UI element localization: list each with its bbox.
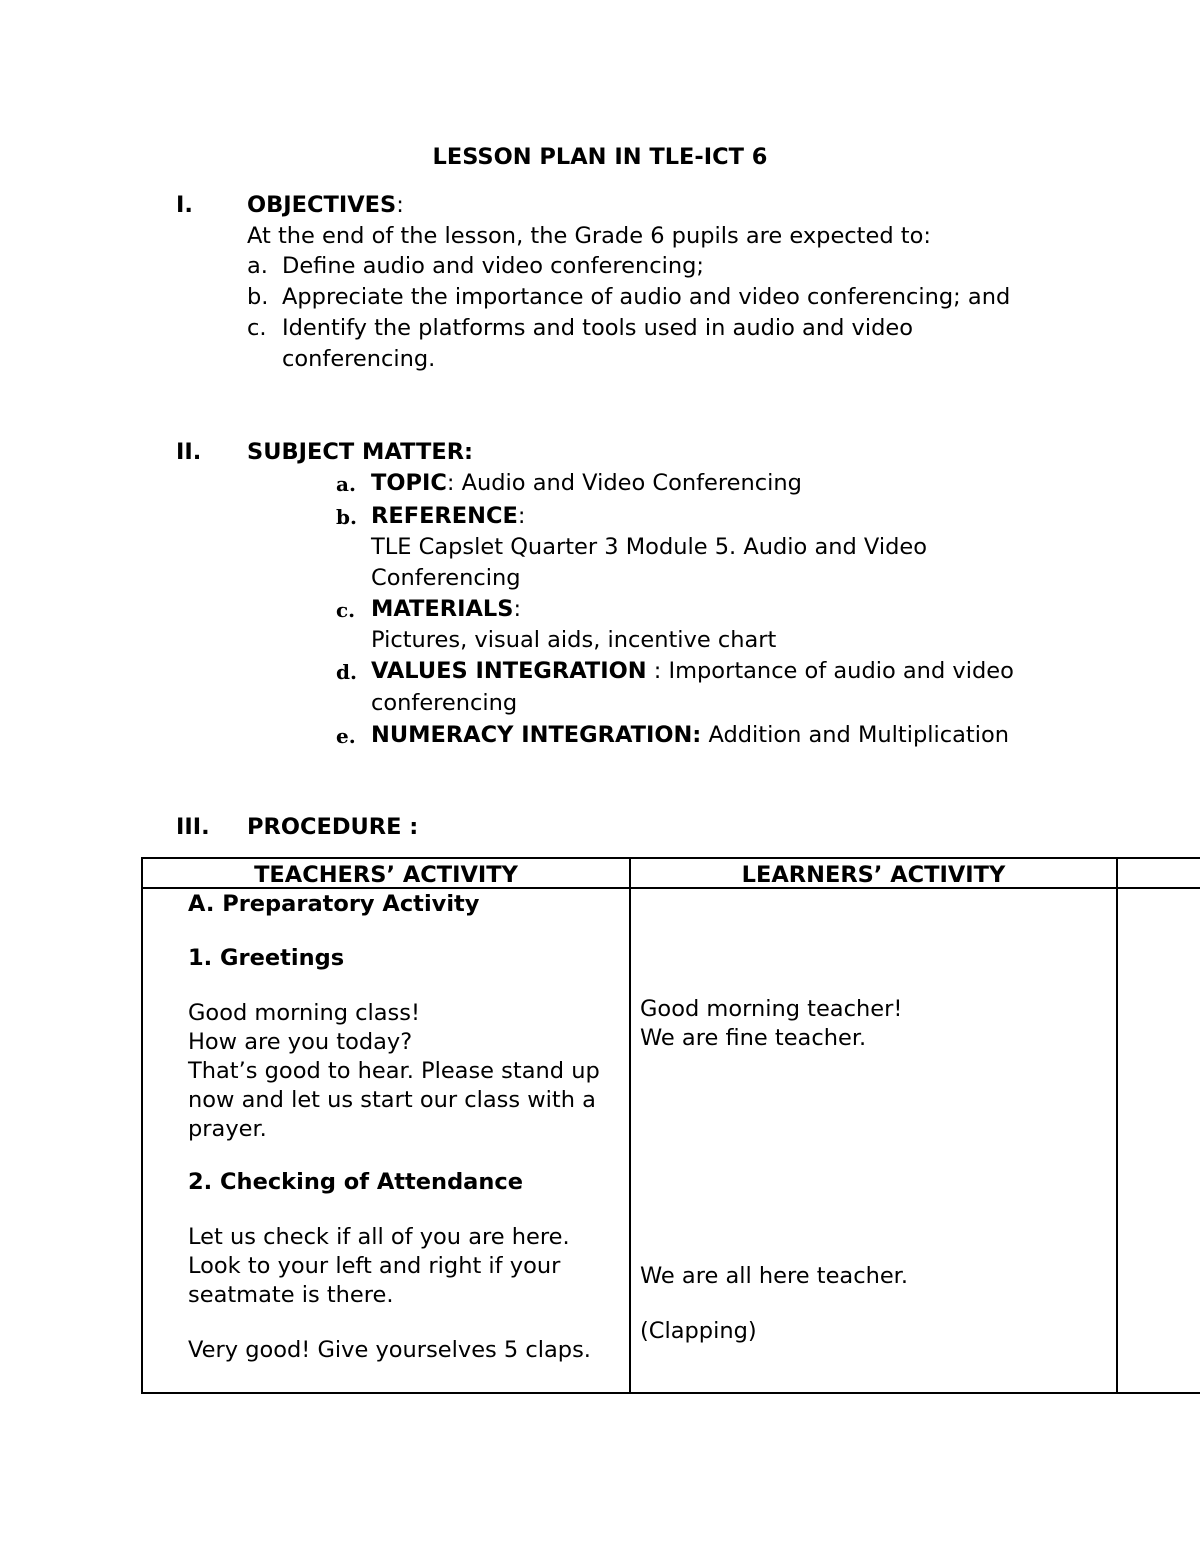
section-numeral-procedure: III. [176,814,210,840]
objective-letter-c: c. [247,315,267,341]
teacher-attendance-line: Look to your left and right if your [188,1253,561,1279]
objective-text-c: Identify the platforms and tools used in audio and video [282,315,913,341]
section-numeral-objectives: I. [176,192,193,218]
teacher-section-heading: A. Preparatory Activity [188,891,480,917]
subject-materials-line2: Pictures, visual aids, incentive chart [371,627,777,653]
subject-reference: REFERENCE: [371,503,526,529]
table-column-divider-1 [629,859,631,1392]
subject-matter-heading: SUBJECT MATTER: [247,439,474,465]
procedure-table [141,857,1200,1394]
objective-letter-b: b. [247,284,269,310]
subject-reference-line3: Conferencing [371,565,521,591]
objective-letter-a: a. [247,253,268,279]
table-column-divider-2 [1116,859,1118,1392]
subject-letter-a: a. [336,472,356,496]
subject-letter-b: b. [336,505,357,529]
subject-reference-line2: TLE Capslet Quarter 3 Module 5. Audio and Video [371,534,927,560]
teacher-greeting-line: now and let us start our class with a [188,1087,596,1113]
procedure-heading: PROCEDURE : [247,814,419,840]
teacher-greeting-line: That’s good to hear. Please stand up [188,1058,600,1084]
subject-numeracy: NUMERACY INTEGRATION: Addition and Multiplication [371,722,1010,748]
subject-values-line2: conferencing [371,690,518,716]
learner-greeting-line: We are fine teacher. [640,1025,867,1051]
objectives-intro: At the end of the lesson, the Grade 6 pupils are expected to: [247,223,931,249]
header-teachers-activity: TEACHERS’ ACTIVITY [254,862,518,888]
subject-materials: MATERIALS: [371,596,522,622]
teacher-greeting-line: prayer. [188,1116,267,1142]
teacher-closing-line: Very good! Give yourselves 5 claps. [188,1337,591,1363]
teacher-greeting-line: How are you today? [188,1029,413,1055]
attendance-heading: 2. Checking of Attendance [188,1169,523,1195]
section-numeral-subject-matter: II. [176,439,202,465]
subject-topic: TOPIC: Audio and Video Conferencing [371,470,802,496]
learner-clapping: (Clapping) [640,1318,757,1344]
subject-letter-c: c. [336,598,356,622]
objectives-heading: OBJECTIVES: [247,192,404,218]
subject-letter-e: e. [336,724,356,748]
header-learners-activity: LEARNERS’ ACTIVITY [741,862,1006,888]
subject-values: VALUES INTEGRATION : Importance of audio and video [371,658,1014,684]
learner-greeting-line: Good morning teacher! [640,996,903,1022]
objective-text-b: Appreciate the importance of audio and video conferencing; and [282,284,1011,310]
page-title: LESSON PLAN IN TLE-ICT 6 [432,144,768,170]
teacher-attendance-line: seatmate is there. [188,1282,394,1308]
teacher-attendance-line: Let us check if all of you are here. [188,1224,570,1250]
objective-text-a: Define audio and video conferencing; [282,253,704,279]
greetings-heading: 1. Greetings [188,945,345,971]
objective-text-c-cont: conferencing. [282,346,436,372]
teacher-greeting-line: Good morning class! [188,1000,421,1026]
subject-letter-d: d. [336,660,357,684]
learner-attendance-reply: We are all here teacher. [640,1263,909,1289]
